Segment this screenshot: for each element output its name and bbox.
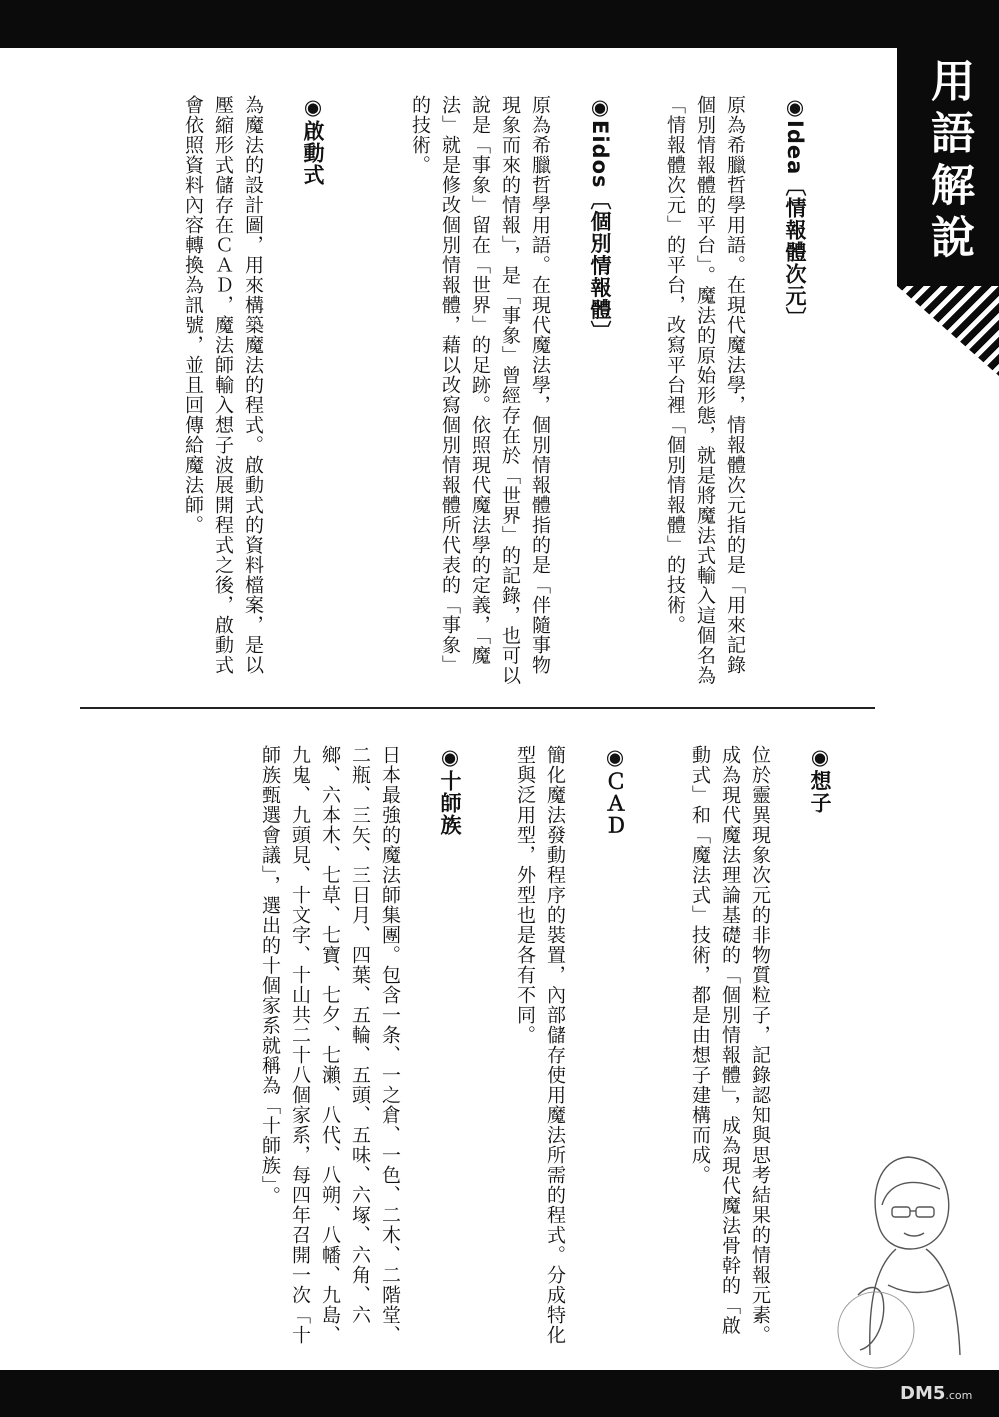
entry-cad	[514, 745, 660, 1355]
entry-text: 日本最強的魔法師集團。包含一条、一之倉、一色、二木、二階堂、二瓶、三矢、三日月、四葉、五輪、五頭、五味、六塚、六角、六鄉、六本木、七草、七寶、七夕、七瀨、八代、八朔、八幡、九島、九鬼、九頭見、十文字、十山共二十八個家系，每四年召開一次「十師族甄選會議」，選出的十個家系就稱為「十師族」。	[259, 745, 401, 1345]
entry-term: ◉想子	[808, 745, 832, 814]
entry-term: ◉Eidos〔個別情報體〕	[588, 95, 612, 343]
entry-ten-master-clans	[259, 745, 495, 1355]
watermark-suffix: .com	[945, 1389, 973, 1402]
bottom-black-bar	[0, 1370, 999, 1417]
entry-text: 位於靈異現象次元的非物質粒子，記錄認知與思考結果的情報元素。成為現代魔法理論基礎的「個別情報體」，成為現代魔法骨幹的「啟動式」和「魔法式」技術，都是由想子建構而成。	[689, 745, 771, 1345]
entry-text: 簡化魔法發動程序的裝置，內部儲存使用魔法所需的程式。分成特化型與泛用型，外型也是各有不同。	[514, 745, 566, 1345]
entry-term: ◉ＣＡＤ	[603, 745, 627, 836]
entry-text: 為魔法的設計圖，用來構築魔法的程式。啟動式的資料檔案，是以壓縮形式儲存在ＣＡＤ，魔法師輸入想子波展開程式之後，啟動式會依照資料內容轉換為訊號，並且回傳給魔法師。	[182, 95, 264, 675]
section-divider	[80, 707, 875, 709]
character-illustration	[848, 1145, 973, 1365]
entry-term: ◉十師族	[438, 745, 462, 836]
watermark-brand: DM5	[900, 1383, 946, 1404]
entry-term: ◉Idea〔情報體次元〕	[783, 95, 807, 330]
top-black-bar	[0, 0, 999, 48]
entry-psion	[689, 745, 865, 1355]
entry-idea	[664, 95, 840, 690]
entry-activation-sequence	[182, 95, 358, 690]
page-title: 用語解說	[923, 58, 974, 266]
title-stripes-decoration	[897, 286, 999, 376]
entry-text: 原為希臘哲學用語。在現代魔法學，情報體次元指的是「用來記錄個別情報體的平台」。魔法的原始形態，就是將魔法式輸入這個名為「情報體次元」的平台，改寫平台裡「個別情報體」的技術。	[664, 95, 746, 686]
entry-text: 原為希臘哲學用語。在現代魔法學，個別情報體指的是「伴隨事物現象而來的情報」，是「事象」曾經存在於「世界」的記錄，也可以說是「事象」留在「世界」的足跡。依照現代魔法學的定義，「魔法」就是修改個別情報體，藉以改寫個別情報體所代表的「事象」的技術。	[409, 95, 551, 686]
entry-eidos	[409, 95, 645, 690]
entry-term: ◉啟動式	[301, 95, 325, 186]
watermark	[900, 1383, 972, 1404]
